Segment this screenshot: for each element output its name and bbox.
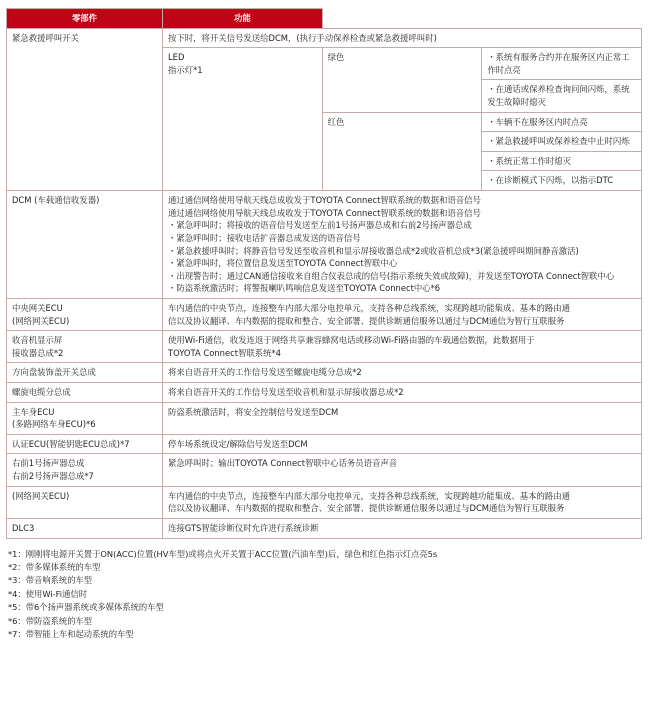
function-line: 通过通信网络使用导航天线总成收发于TOYOTA Connect智联系统的数据和语音信号 xyxy=(168,207,481,218)
led-red-condition: ・车辆不在服务区内时点亮 xyxy=(482,112,642,132)
function-certification-ecu: 停车场系统设定/解除信号发送至DCM xyxy=(163,434,642,454)
footnote: *5：带6个扬声器系统或多媒体系统的车型 xyxy=(8,602,164,613)
part-name-front-speakers xyxy=(7,454,163,486)
part-name-dcm: DCM (车载通信收发器) xyxy=(7,191,163,299)
part-name-certification-ecu: 认证ECU(智能钥匙ECU总成)*7 xyxy=(7,434,163,454)
part-name-spiral-cable: 螺旋电缆分总成 xyxy=(7,383,163,403)
function-line: ・防盗系统激活时；将警报喇叭鸣响信息发送至TOYOTA Connect中心*6 xyxy=(168,283,441,294)
part-label-line: 收音机显示屏 xyxy=(12,335,63,346)
part-name-emergency-switch: 紧急救援呼叫开关 xyxy=(7,28,163,190)
part-name-dlc3: DLC3 xyxy=(7,518,163,538)
table-header xyxy=(7,9,642,29)
part-label-line: 主车身ECU xyxy=(12,406,55,417)
table-row xyxy=(7,486,642,518)
part-name-steering-pad-switch: 方向盘装饰盖开关总成 xyxy=(7,363,163,383)
footnote: *2：带多媒体系统的车型 xyxy=(8,561,101,572)
part-name-network-gateway-ecu: (网络网关ECU) xyxy=(7,486,163,518)
led-color-red: 红色 xyxy=(322,112,482,190)
part-label-line: 中央网关ECU xyxy=(12,302,63,313)
part-label-line: 接收器总成*2 xyxy=(12,347,64,358)
part-label-line: 右前1号扬声器总成 xyxy=(12,458,85,469)
led-color-green: 绿色 xyxy=(322,48,482,112)
function-steering-pad-switch: 将来自语音开关的工作信号发送至螺旋电缆分总成*2 xyxy=(163,363,642,383)
footnote: *3：带音响系统的车型 xyxy=(8,575,93,586)
function-line: 车内通信的中央节点，连接整车内部大部分电控单元，支持各种总线系统，实现跨越功能集成、基本的路由通 xyxy=(168,302,570,313)
table-row xyxy=(7,363,642,383)
led-indicator-label: LED 指示灯*1 xyxy=(163,48,323,191)
column-header-part: 零部件 xyxy=(7,9,163,29)
function-line: 信以及协议翻译、车内数据的提取和整合、安全部署、提供诊断通信服务以通过与DCM通信为智行互联服务 xyxy=(168,503,565,514)
function-line: ・紧急呼叫时；将接收的语音信号发送至左前1号扬声器总成和右前2号扬声器总成 xyxy=(168,220,472,231)
function-network-gateway-ecu xyxy=(163,486,642,518)
part-name-central-gateway-ecu xyxy=(7,298,163,330)
function-line: ・紧急呼叫时，将位置信息发送至TOYOTA Connect智联中心 xyxy=(168,258,398,269)
footnotes xyxy=(6,548,642,642)
table-header-row xyxy=(7,9,642,29)
led-red-condition: ・紧急救援呼叫或保养检查中止时闪烁 xyxy=(482,132,642,152)
function-spiral-cable: 将来自语音开关的工作信号发送至收音机和显示屏接收器总成*2 xyxy=(163,383,642,403)
led-green-condition: ・系统有服务合约并在服务区内正常工作时点亮 xyxy=(482,48,642,80)
table-row xyxy=(7,28,642,48)
column-header-function: 功能 xyxy=(163,9,323,29)
table-body xyxy=(7,28,642,538)
table-row xyxy=(7,383,642,403)
part-label-line: (网络网关ECU) xyxy=(12,315,70,326)
footnote: *1：刚刚将电源开关置于ON(ACC)位置(HV车型)或将点火开关置于ACC位置(汽油车型)后，绿色和红色指示灯点亮5s xyxy=(8,548,438,559)
part-label-line: 右前2号扬声器总成*7 xyxy=(12,471,94,482)
part-name-radio-display-receiver xyxy=(7,331,163,363)
led-red-condition: ・系统正常工作时熄灭 xyxy=(482,151,642,171)
function-radio-display-receiver xyxy=(163,331,642,363)
function-central-gateway-ecu xyxy=(163,298,642,330)
function-line: 车内通信的中央节点，连接整车内部大部分电控单元，支持各种总线系统，实现跨越功能集成、基本的路由通 xyxy=(168,490,570,501)
part-name-main-body-ecu xyxy=(7,402,163,434)
table-row xyxy=(7,298,642,330)
table-row xyxy=(7,434,642,454)
function-dcm xyxy=(163,191,642,299)
function-line: 使用Wi-Fi通信，收发连返于网络共享兼容蜂窝电话或移动Wi-Fi路由器的车载通信数据，此数据用于 xyxy=(168,335,535,346)
table-row xyxy=(7,191,642,299)
led-red-condition: ・在诊断模式下闪烁，以指示DTC xyxy=(482,171,642,191)
table-row xyxy=(7,518,642,538)
function-main-body-ecu: 防盗系统激活时，将安全控制信号发送至DCM xyxy=(163,402,642,434)
function-line: ・出现警告时；通过CAN通信接收来自组合仪表总成的信号(指示系统失效或故障)，并发送至TOYOTA Connect智联中心 xyxy=(168,270,615,281)
led-green-condition: ・在通话或保养检查询问间闪烁，系统发生故障时熄灭 xyxy=(482,80,642,112)
function-front-speakers: 紧急呼叫时；输出TOYOTA Connect智联中心话务员语音声音 xyxy=(163,454,642,486)
specification-table xyxy=(6,8,642,539)
function-line: ・紧急救援呼叫时；将静音信号发送至收音机和显示屏接收器总成*2或收音机总成*3(紧急援呼叫期间静音激活) xyxy=(168,245,579,256)
part-label-line: (多路网络车身ECU)*6 xyxy=(12,419,96,430)
footnote: *4：使用Wi-Fi通信时 xyxy=(8,588,88,599)
footnote: *6：带防盗系统的车型 xyxy=(8,615,93,626)
function-emergency-switch-top: 按下时，将开关信号发送给DCM，(执行手动保养检查或紧急救援呼叫时) xyxy=(163,28,642,48)
footnote: *7：带智能上车和起动系统的车型 xyxy=(8,629,134,640)
table-row xyxy=(7,454,642,486)
function-line: TOYOTA Connect智联系统*4 xyxy=(168,347,281,358)
function-line: ・紧急呼叫时；接收电话扩音器总成发送的语音信号 xyxy=(168,232,361,243)
table-row xyxy=(7,331,642,363)
function-line: 信以及协议翻译、车内数据的提取和整合、安全部署、提供诊断通信服务以通过与DCM通信为智行互联服务 xyxy=(168,315,565,326)
function-dlc3: 连接GTS智能诊断仪时允许进行系统诊断 xyxy=(163,518,642,538)
table-row xyxy=(7,402,642,434)
function-line: 通过通信网络使用导航天线总成收发于TOYOTA Connect智联系统的数据和语音信号 xyxy=(168,195,481,206)
